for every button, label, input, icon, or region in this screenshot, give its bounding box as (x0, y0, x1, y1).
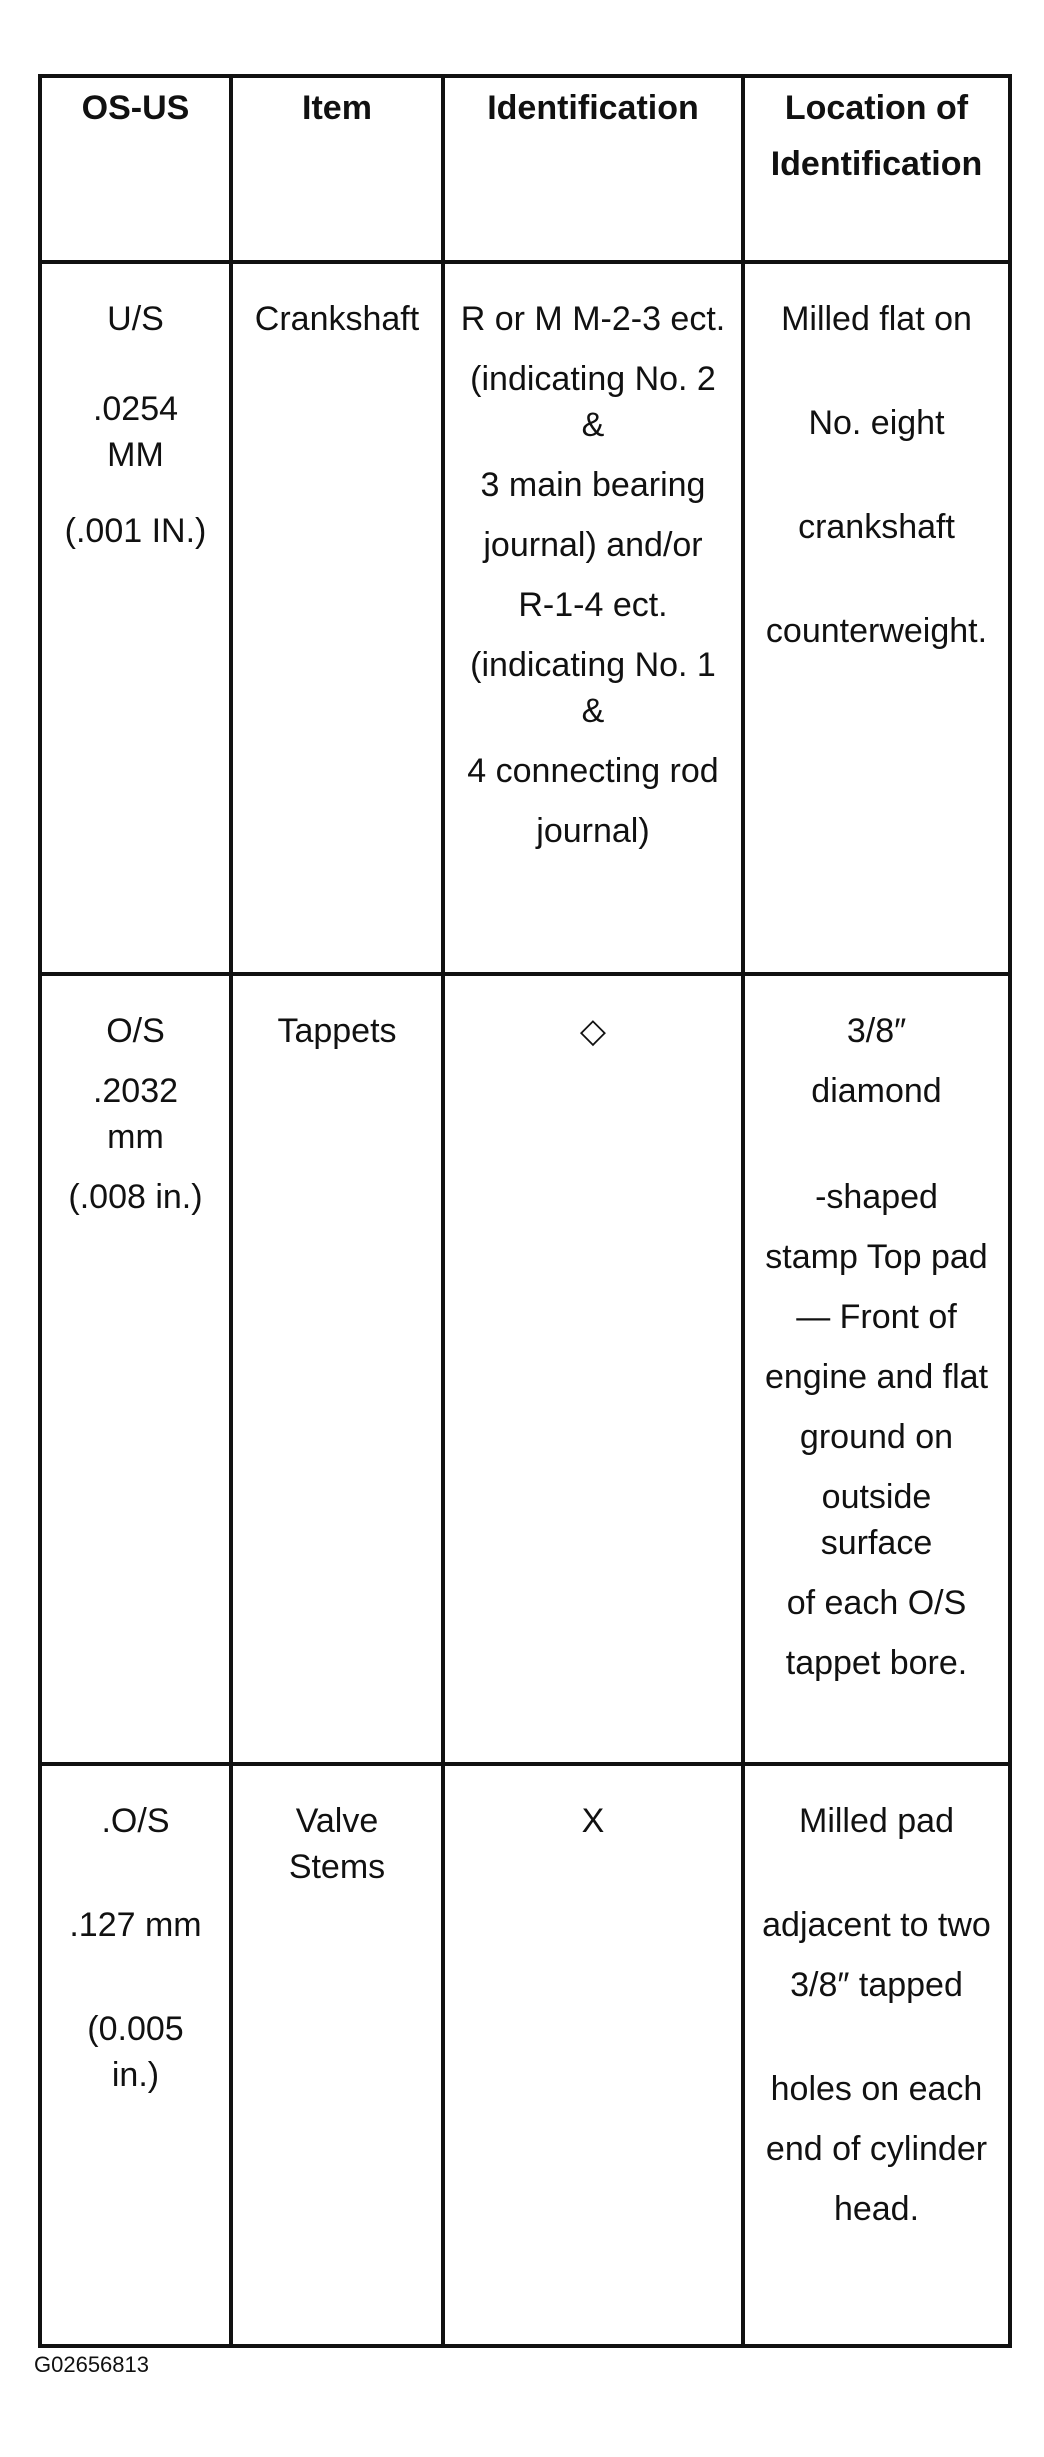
header-location: Location of Identification (743, 76, 1010, 262)
header-item: Item (231, 76, 443, 262)
location-cell: Milled pad adjacent to two 3/8″ tapped holes on each end of cylinder head. (743, 1764, 1010, 2346)
item-cell: Valve Stems (231, 1764, 443, 2346)
identification-cell: X (443, 1764, 743, 2346)
os-us-cell: U/S .0254 MM (.001 IN.) (40, 262, 231, 974)
item-cell: Crankshaft (231, 262, 443, 974)
os-us-cell: O/S .2032 mm (.008 in.) (40, 974, 231, 1764)
header-os-us: OS-US (40, 76, 231, 262)
os-us-cell: .O/S .127 mm (0.005 in.) (40, 1764, 231, 2346)
item-cell: Tappets (231, 974, 443, 1764)
diamond-icon: ◇ (579, 1012, 607, 1050)
location-cell: Milled flat on No. eight crankshaft counterweight. (743, 262, 1010, 974)
header-row (40, 76, 1010, 262)
table-row (40, 262, 1010, 974)
spec-table (38, 74, 1012, 2348)
table-row (40, 974, 1010, 1764)
location-cell: 3/8″ diamond -shaped stamp Top pad — Front of engine and flat ground on outside surface of each O/S tappet bore. (743, 974, 1010, 1764)
identification-cell: R or M M-2-3 ect. (indicating No. 2 & 3 main bearing journal) and/or R-1-4 ect. (indicating No. 1 & 4 connecting rod journal) (443, 262, 743, 974)
header-identification: Identification (443, 76, 743, 262)
table-row (40, 1764, 1010, 2346)
identification-cell (443, 974, 743, 1764)
figure-caption: G02656813 (34, 2352, 149, 2377)
